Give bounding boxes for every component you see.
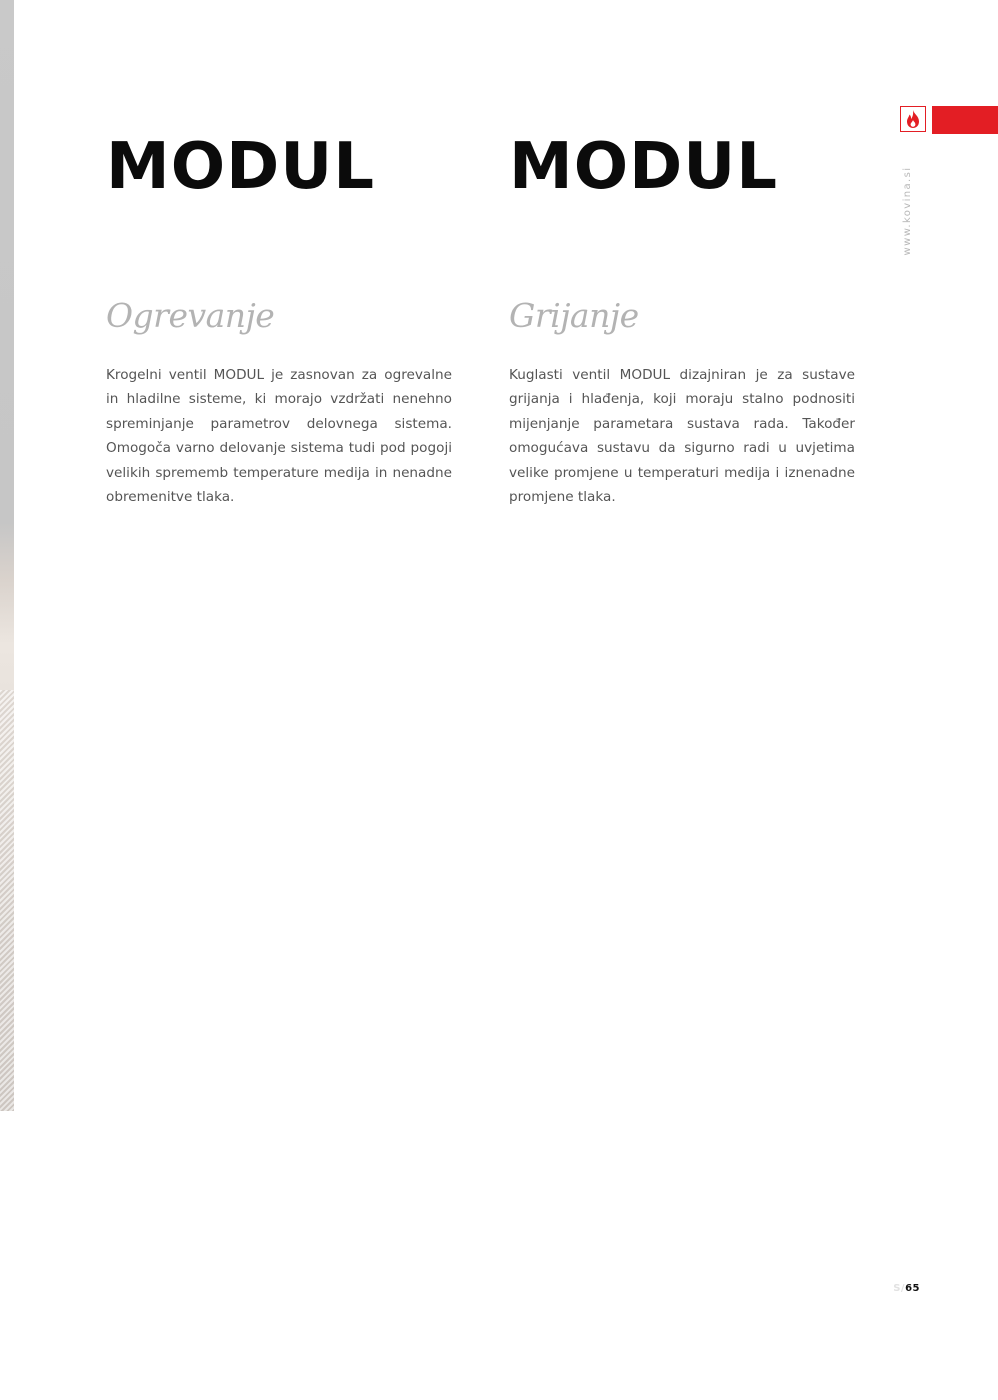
website-url: www.kovina.si [902, 166, 913, 256]
right-title: MODUL [509, 130, 778, 204]
photo-texture [0, 690, 14, 1111]
right-subtitle: Grijanje [509, 296, 639, 335]
page-number [880, 1283, 920, 1294]
heating-badge [900, 106, 926, 132]
page-number-value: 65 [905, 1283, 920, 1294]
section-tab [932, 106, 998, 134]
flame-icon [904, 109, 922, 129]
left-subtitle: Ogrevanje [106, 296, 275, 335]
left-photo-strip [0, 0, 14, 1111]
left-body-text: Krogelni ventil MODUL je zasnovan za ogrevalne in hladilne sisteme, ki morajo vzdržati nenehno spreminjanje parametrov delovnega sistema. Omogoča varno delovanje sistema tudi pod pogoji velikih sprememb temperature medija in nenadne obremenitve tlaka. [106, 367, 452, 506]
right-body-text: Kuglasti ventil MODUL dizajniran je za sustave grijanja i hlađenja, koji moraju stalno podnositi mijenjanje parametara sustava rada. Također omogućava sustavu da sigurno radi u uvjetima velike promjene u temperaturi medija i iznenadne promjene tlaka. [509, 367, 855, 506]
left-title: MODUL [106, 130, 375, 204]
section-code: S/ [893, 1283, 906, 1294]
